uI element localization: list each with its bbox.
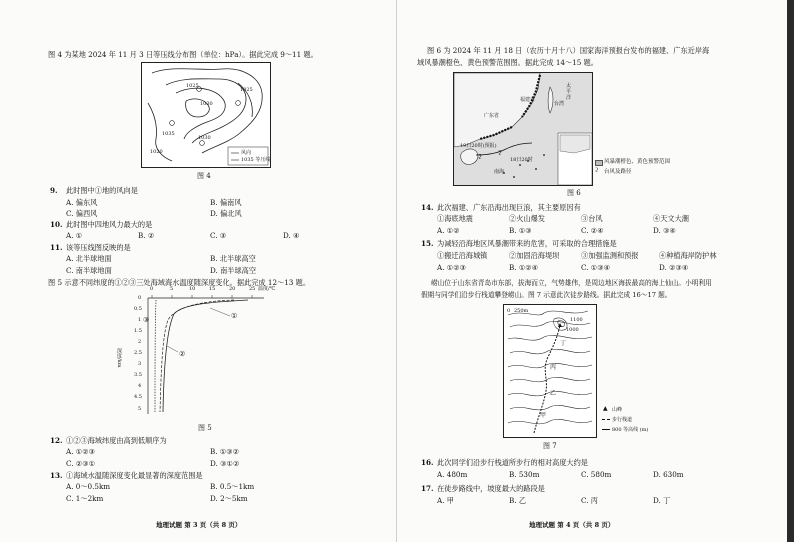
legend-wind-direction: 风向 xyxy=(241,150,252,156)
question-number: 13. xyxy=(50,471,63,480)
q10-option-a[interactable]: A. ① xyxy=(66,231,83,240)
q12-option-d[interactable]: D. ③①② xyxy=(210,459,240,468)
figure-4-isobar-map xyxy=(141,62,271,168)
q16-option-b[interactable]: B. 530m xyxy=(509,470,540,479)
page-footer: 地理试题 第 4 页（共 8 页） xyxy=(529,521,615,529)
intro-q12-13: 图 5 示意不同纬度的①②③三处海域海水温度随深度变化。据此完成 12～13 题。 xyxy=(48,278,311,287)
curve-label-3: ③ xyxy=(143,316,150,324)
scan-edge xyxy=(787,0,794,542)
q14-option-d[interactable]: D. ③④ xyxy=(653,226,676,235)
y-tick: 1.5 xyxy=(134,328,142,334)
question-12-stem: ①②③海域纬度由高到低顺序为 xyxy=(66,436,167,445)
question-16-stem: 此次同学们沿步行栈道所步行的相对高度大约是 xyxy=(437,458,588,467)
curve-label-2: ② xyxy=(179,350,186,358)
svg-text:ϩ: ϩ xyxy=(498,149,502,157)
contour-map-graphic xyxy=(504,305,596,437)
x-tick: 15 xyxy=(209,286,216,292)
curve-label-1: ① xyxy=(231,312,238,320)
q15-statement-3: ③加强监测和预报 xyxy=(581,251,639,260)
page-footer: 地理试题 第 3 页（共 8 页） xyxy=(156,521,242,529)
q17-option-c[interactable]: C. 丙 xyxy=(581,496,598,505)
y-tick: 2.5 xyxy=(134,350,142,356)
q14-statement-4: ④天文大潮 xyxy=(653,214,689,223)
typhoon-icon: ϩ xyxy=(595,167,599,174)
q16-option-c[interactable]: C. 580m xyxy=(581,470,612,479)
question-number: 17. xyxy=(421,484,434,493)
q11-option-c[interactable]: C. 南半球地面 xyxy=(66,266,112,275)
svg-text:ϩ: ϩ xyxy=(478,153,482,161)
map-label-south-sea: 南海 xyxy=(494,169,505,175)
q15-option-d[interactable]: D. ②③④ xyxy=(659,263,689,272)
contour-label: 1100 xyxy=(570,317,583,323)
q14-statement-1: ①海底地震 xyxy=(437,214,473,223)
legend-contour: 800 等高线 (m) xyxy=(612,427,649,433)
intro-q14-15-line2: 域风暴潮橙色、黄色预警范围图。据此完成 14～15 题。 xyxy=(417,58,598,67)
scale-distance: 250m xyxy=(514,308,529,314)
q15-option-c[interactable]: C. ①③④ xyxy=(581,263,611,272)
x-tick: 0 xyxy=(150,286,154,292)
q15-statement-1: ①搬迁沿海城镇 xyxy=(437,251,488,260)
question-number: 15. xyxy=(421,239,434,248)
question-11-stem: 该等压线图反映的是 xyxy=(66,243,131,252)
figure-7-contour-map xyxy=(503,304,597,438)
question-13-stem: ①海域水温随深度变化最显著的深度范围是 xyxy=(66,471,203,480)
q9-option-c[interactable]: C. 偏西风 xyxy=(66,209,98,218)
x-tick: 20 xyxy=(229,286,236,292)
q15-option-b[interactable]: B. ①②④ xyxy=(509,263,539,272)
x-tick: 25 xyxy=(249,286,256,292)
q14-option-b[interactable]: B. ①③ xyxy=(509,226,532,235)
q11-option-b[interactable]: B. 北半球高空 xyxy=(210,254,256,263)
q10-option-b[interactable]: B. ② xyxy=(138,231,155,240)
q12-option-c[interactable]: C. ②③① xyxy=(66,459,96,468)
figure-5-temperature-depth-chart xyxy=(112,286,282,420)
intro-q16-17-line1: 崂山位于山东省青岛市东部，拔海而立，气势雄伟，是周边地区海拔最高的海上仙山。小明利用 xyxy=(431,279,712,287)
q14-statement-2: ②火山爆发 xyxy=(509,214,545,223)
map-label-pacific: 太平洋 xyxy=(566,83,572,101)
question-number: 16. xyxy=(421,458,434,467)
q15-option-a[interactable]: A. ①②③ xyxy=(437,263,467,272)
y-tick: 3.5 xyxy=(134,372,142,378)
segment-label-ding: 丁 xyxy=(560,340,567,347)
figure-6-caption: 图 6 xyxy=(567,189,581,197)
question-9-stem: 此时图中①地的风向是 xyxy=(66,186,138,195)
map-label-guangdong: 广东省 xyxy=(484,113,500,119)
legend-warning-swatch xyxy=(595,160,603,166)
q16-option-d[interactable]: D. 630m xyxy=(653,470,684,479)
typhoon-time-label: 18日20时 xyxy=(510,157,533,163)
q17-option-a[interactable]: A. 甲 xyxy=(437,496,454,505)
legend-isobar: 1035 等压线 xyxy=(241,157,271,163)
y-tick: 4.5 xyxy=(134,394,142,400)
q13-option-c[interactable]: C. 1～2km xyxy=(66,494,104,503)
q13-option-d[interactable]: D. 2～5km xyxy=(210,494,248,503)
q12-option-a[interactable]: A. ①②③ xyxy=(66,447,96,456)
x-axis-label: 温度/℃ xyxy=(258,286,276,292)
q14-statement-3: ③台风 xyxy=(581,214,603,223)
q10-option-c[interactable]: C. ③ xyxy=(210,231,227,240)
y-tick: 0 xyxy=(138,295,142,301)
q11-option-d[interactable]: D. 南半球高空 xyxy=(210,266,257,275)
q15-statement-4: ④种植海岸防护林 xyxy=(659,251,717,260)
y-axis-label: 深度/km xyxy=(116,348,122,368)
q13-option-a[interactable]: A. 0～0.5km xyxy=(66,482,111,491)
map-label-fujian: 福建省 xyxy=(520,97,536,103)
isobar-label: 1025 xyxy=(240,87,253,93)
x-tick: 5 xyxy=(170,286,174,292)
figure-6-storm-surge-map xyxy=(453,72,593,186)
question-number: 9. xyxy=(50,186,58,195)
isobar-label: 1030 xyxy=(200,101,213,107)
question-17-stem: 在徒步路线中，坡度最大的路段是 xyxy=(437,484,545,493)
map-label-taiwan: 台湾 xyxy=(554,101,565,107)
question-number: 12. xyxy=(50,436,63,445)
intro-q9-11: 图 4 为某地 2024 年 11 月 3 日等压线分布图（单位：hPa）。据此完成 9～11 题。 xyxy=(48,50,318,59)
intro-q14-15-line1: 图 6 为 2024 年 11 月 18 日（农历十月十八）国家海洋预报台发布的福建、广东近岸海 xyxy=(427,46,710,55)
isobar-label: 1025 xyxy=(186,83,199,89)
scale-zero: 0 xyxy=(507,308,511,314)
segment-label-bing: 丙 xyxy=(550,364,557,371)
question-number: 11. xyxy=(50,243,63,252)
trail-icon xyxy=(602,419,610,420)
y-tick: 3 xyxy=(138,361,142,367)
segment-label-jia: 甲 xyxy=(540,412,547,419)
question-15-stem: 为减轻沿海地区风暴潮带来的危害，可采取的合理措施是 xyxy=(437,239,617,248)
figure-5-caption: 图 5 xyxy=(198,424,212,432)
y-tick: 1 xyxy=(138,317,142,323)
contour-label: 1000 xyxy=(566,327,579,333)
segment-label-yi: 乙 xyxy=(550,390,557,397)
question-number: 10. xyxy=(50,220,63,229)
q9-option-b[interactable]: B. 偏南风 xyxy=(210,198,242,207)
q9-option-a[interactable]: A. 偏东风 xyxy=(66,198,98,207)
isobar-label: 1030 xyxy=(198,135,211,141)
legend-typhoon-path: 台风及路径 xyxy=(604,169,632,175)
typhoon-forecast-label: 19日20时(预报) xyxy=(460,143,497,149)
q15-statement-2: ②加固沿海堤坝 xyxy=(509,251,560,260)
exam-page-4 xyxy=(397,0,794,542)
isobar-label: 1035 xyxy=(162,131,175,137)
y-tick: 5 xyxy=(138,406,142,412)
contour-icon xyxy=(602,429,610,430)
isobar-label: 1020 xyxy=(150,149,163,155)
question-14-stem: 此次福建、广东沿海出现巨浪，其主要原因有 xyxy=(437,203,581,212)
question-number: 14. xyxy=(421,203,434,212)
intro-q16-17-line2: 假期与同学们沿步行栈道攀登崂山。图 7 示意此次徒步路线。据此完成 16～17 题。 xyxy=(421,291,672,299)
q9-option-d[interactable]: D. 偏北风 xyxy=(210,209,242,218)
q12-option-b[interactable]: B. ①③② xyxy=(210,447,240,456)
q14-option-c[interactable]: C. ②④ xyxy=(581,226,604,235)
y-tick: 4 xyxy=(138,383,142,389)
legend-warning-area: 风暴潮橙色、黄色预警范围 xyxy=(604,159,671,165)
q16-option-a[interactable]: A. 480m xyxy=(437,470,468,479)
figure-4-caption: 图 4 xyxy=(197,172,211,180)
y-tick: 0.5 xyxy=(134,306,142,312)
q14-option-a[interactable]: A. ①② xyxy=(437,226,460,235)
q17-option-b[interactable]: B. 乙 xyxy=(509,496,527,505)
peak-icon: ▲ xyxy=(603,405,608,412)
question-10-stem: 此时图中四地风力最大的是 xyxy=(66,220,153,229)
figure-7-caption: 图 7 xyxy=(543,442,557,450)
x-tick: 10 xyxy=(189,286,196,292)
q10-option-d[interactable]: D. ④ xyxy=(283,231,300,240)
q17-option-d[interactable]: D. 丁 xyxy=(653,496,671,505)
q11-option-a[interactable]: A. 北半球地面 xyxy=(66,254,112,263)
y-tick: 2 xyxy=(138,339,142,345)
q13-option-b[interactable]: B. 0.5～1km xyxy=(210,482,255,491)
legend-trail: 步行栈道 xyxy=(612,417,633,423)
legend-peak: 山峰 xyxy=(612,407,623,413)
